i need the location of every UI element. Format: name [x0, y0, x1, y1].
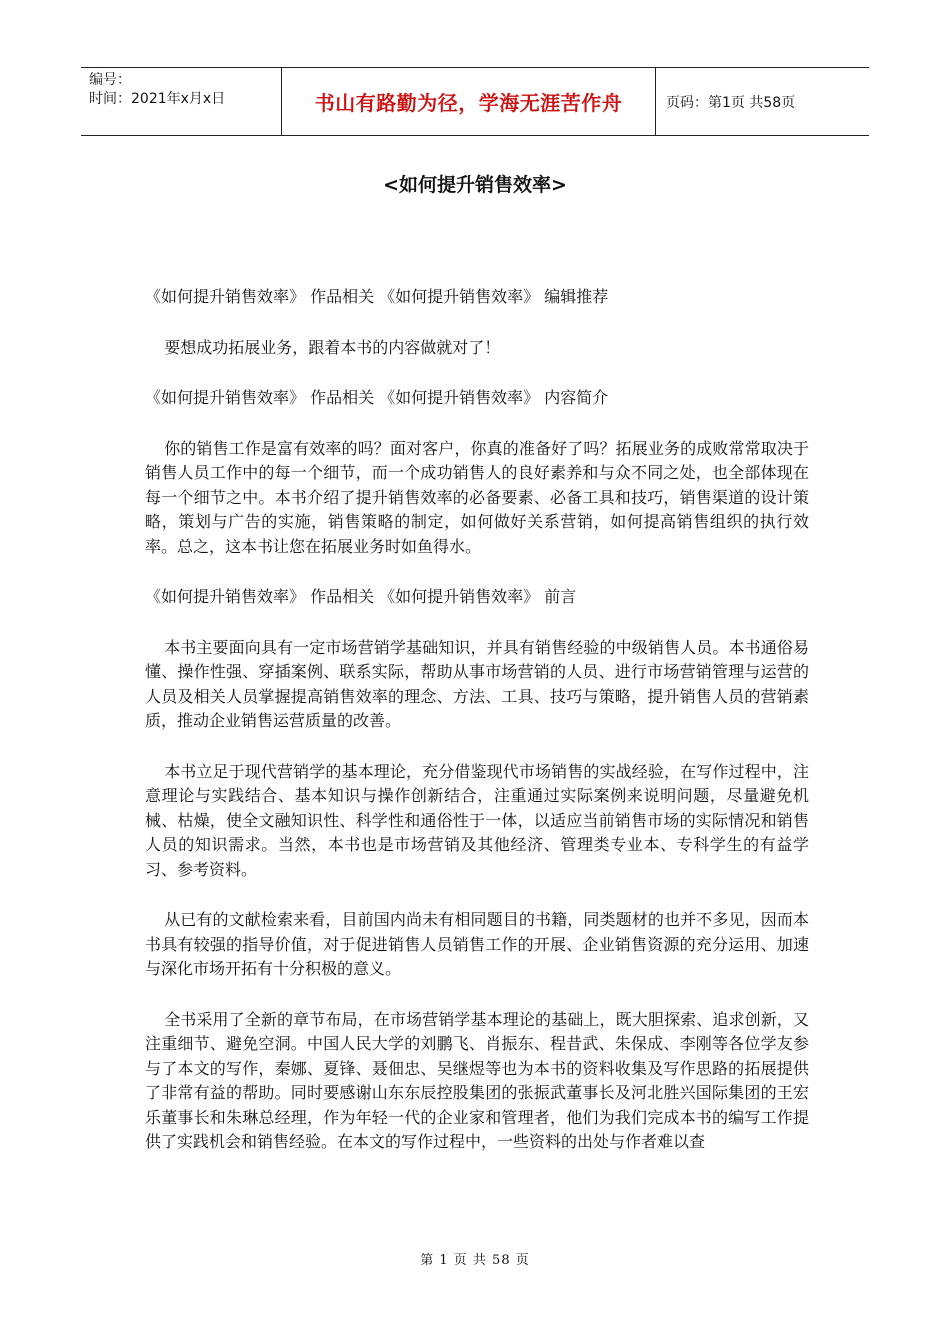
- header-motto: 书山有路勤为径，学海无涯苦作舟: [282, 68, 656, 135]
- header-page-info: 页码：第1页 共58页: [666, 94, 796, 111]
- section-heading: 《如何提升销售效率》 作品相关 《如何提升销售效率》 内容简介: [145, 388, 609, 407]
- body-paragraph: 本书主要面向具有一定市场营销学基础知识，并具有销售经验的中级销售人员。本书通俗易懂、操作性强、穿插案例、联系实际，帮助从事市场营销的人员、进行市场营销管理与运营的人员及相关人员掌握提高销售效率的理念、方法、工具、技巧与策略，提升销售人员的营销素质，推动企业销售运营质量的改善。: [145, 637, 809, 730]
- body-paragraph: 从已有的文献检索来看，目前国内尚未有相同题目的书籍，同类题材的也并不多见，因而本书具有较强的指导价值，对于促进销售人员销售工作的开展、企业销售资源的充分运用、加速与深化市场开拓有十分积极的意义。: [145, 910, 809, 978]
- body-paragraph: 全书采用了全新的章节布局，在市场营销学基本理论的基础上，既大胆探索、追求创新，又注重细节、避免空洞。中国人民大学的刘鹏飞、肖振东、程昔武、朱保成、李刚等各位学友参与了本文的写作，秦娜、夏锋、聂佃忠、吴继煜等也为本书的资料收集及写作思路的拓展提供了非常有益的帮助。同时要感谢山东东辰控股集团的张振武董事长及河北胜兴国际集团的王宏乐董事长和朱琳总经理，作为年轻一代的企业家和管理者，他们为我们完成本书的编写工作提供了实践机会和销售经验。在本文的写作过程中，一些资料的出处与作者难以查: [145, 1009, 809, 1151]
- header-number-label: 编号：: [89, 72, 131, 88]
- page-header: [81, 67, 869, 136]
- header-date-label: 时间：2021年x月x日: [89, 91, 226, 107]
- header-meta: [81, 68, 282, 135]
- section-heading: 《如何提升销售效率》 作品相关 《如何提升销售效率》 编辑推荐: [145, 287, 609, 306]
- section-heading: 《如何提升销售效率》 作品相关 《如何提升销售效率》 前言: [145, 587, 577, 606]
- body-paragraph: 你的销售工作是富有效率的吗？面对客户，你真的准备好了吗？拓展业务的成败常常取决于销售人员工作中的每一个细节，而一个成功销售人的良好素养和与众不同之处，也全部体现在每一个细节之中。本书介绍了提升销售效率的必备要素、必备工具和技巧，销售渠道的设计策略，策划与广告的实施，销售策略的制定，如何做好关系营销，如何提高销售组织的执行效率。总之，这本书让您在拓展业务时如鱼得水。: [145, 438, 809, 556]
- body-paragraph: 本书立足于现代营销学的基本理论，充分借鉴现代市场销售的实战经验，在写作过程中，注意理论与实践结合、基本知识与操作创新结合，注重通过实际案例来说明问题，尽量避免机械、枯燥，使全文融知识性、科学性和通俗性于一体，以适应当前销售市场的实际情况和销售人员的知识需求。当然，本书也是市场营销及其他经济、管理类专业本、专科学生的有益学习、参考资料。: [145, 761, 809, 879]
- lead-paragraph: 要想成功拓展业务，跟着本书的内容做就对了！: [164, 337, 501, 357]
- document-body: [145, 285, 809, 1181]
- document-title: <如何提升销售效率>: [383, 174, 567, 196]
- page-footer: 第 1 页 共 58 页: [420, 1253, 530, 1268]
